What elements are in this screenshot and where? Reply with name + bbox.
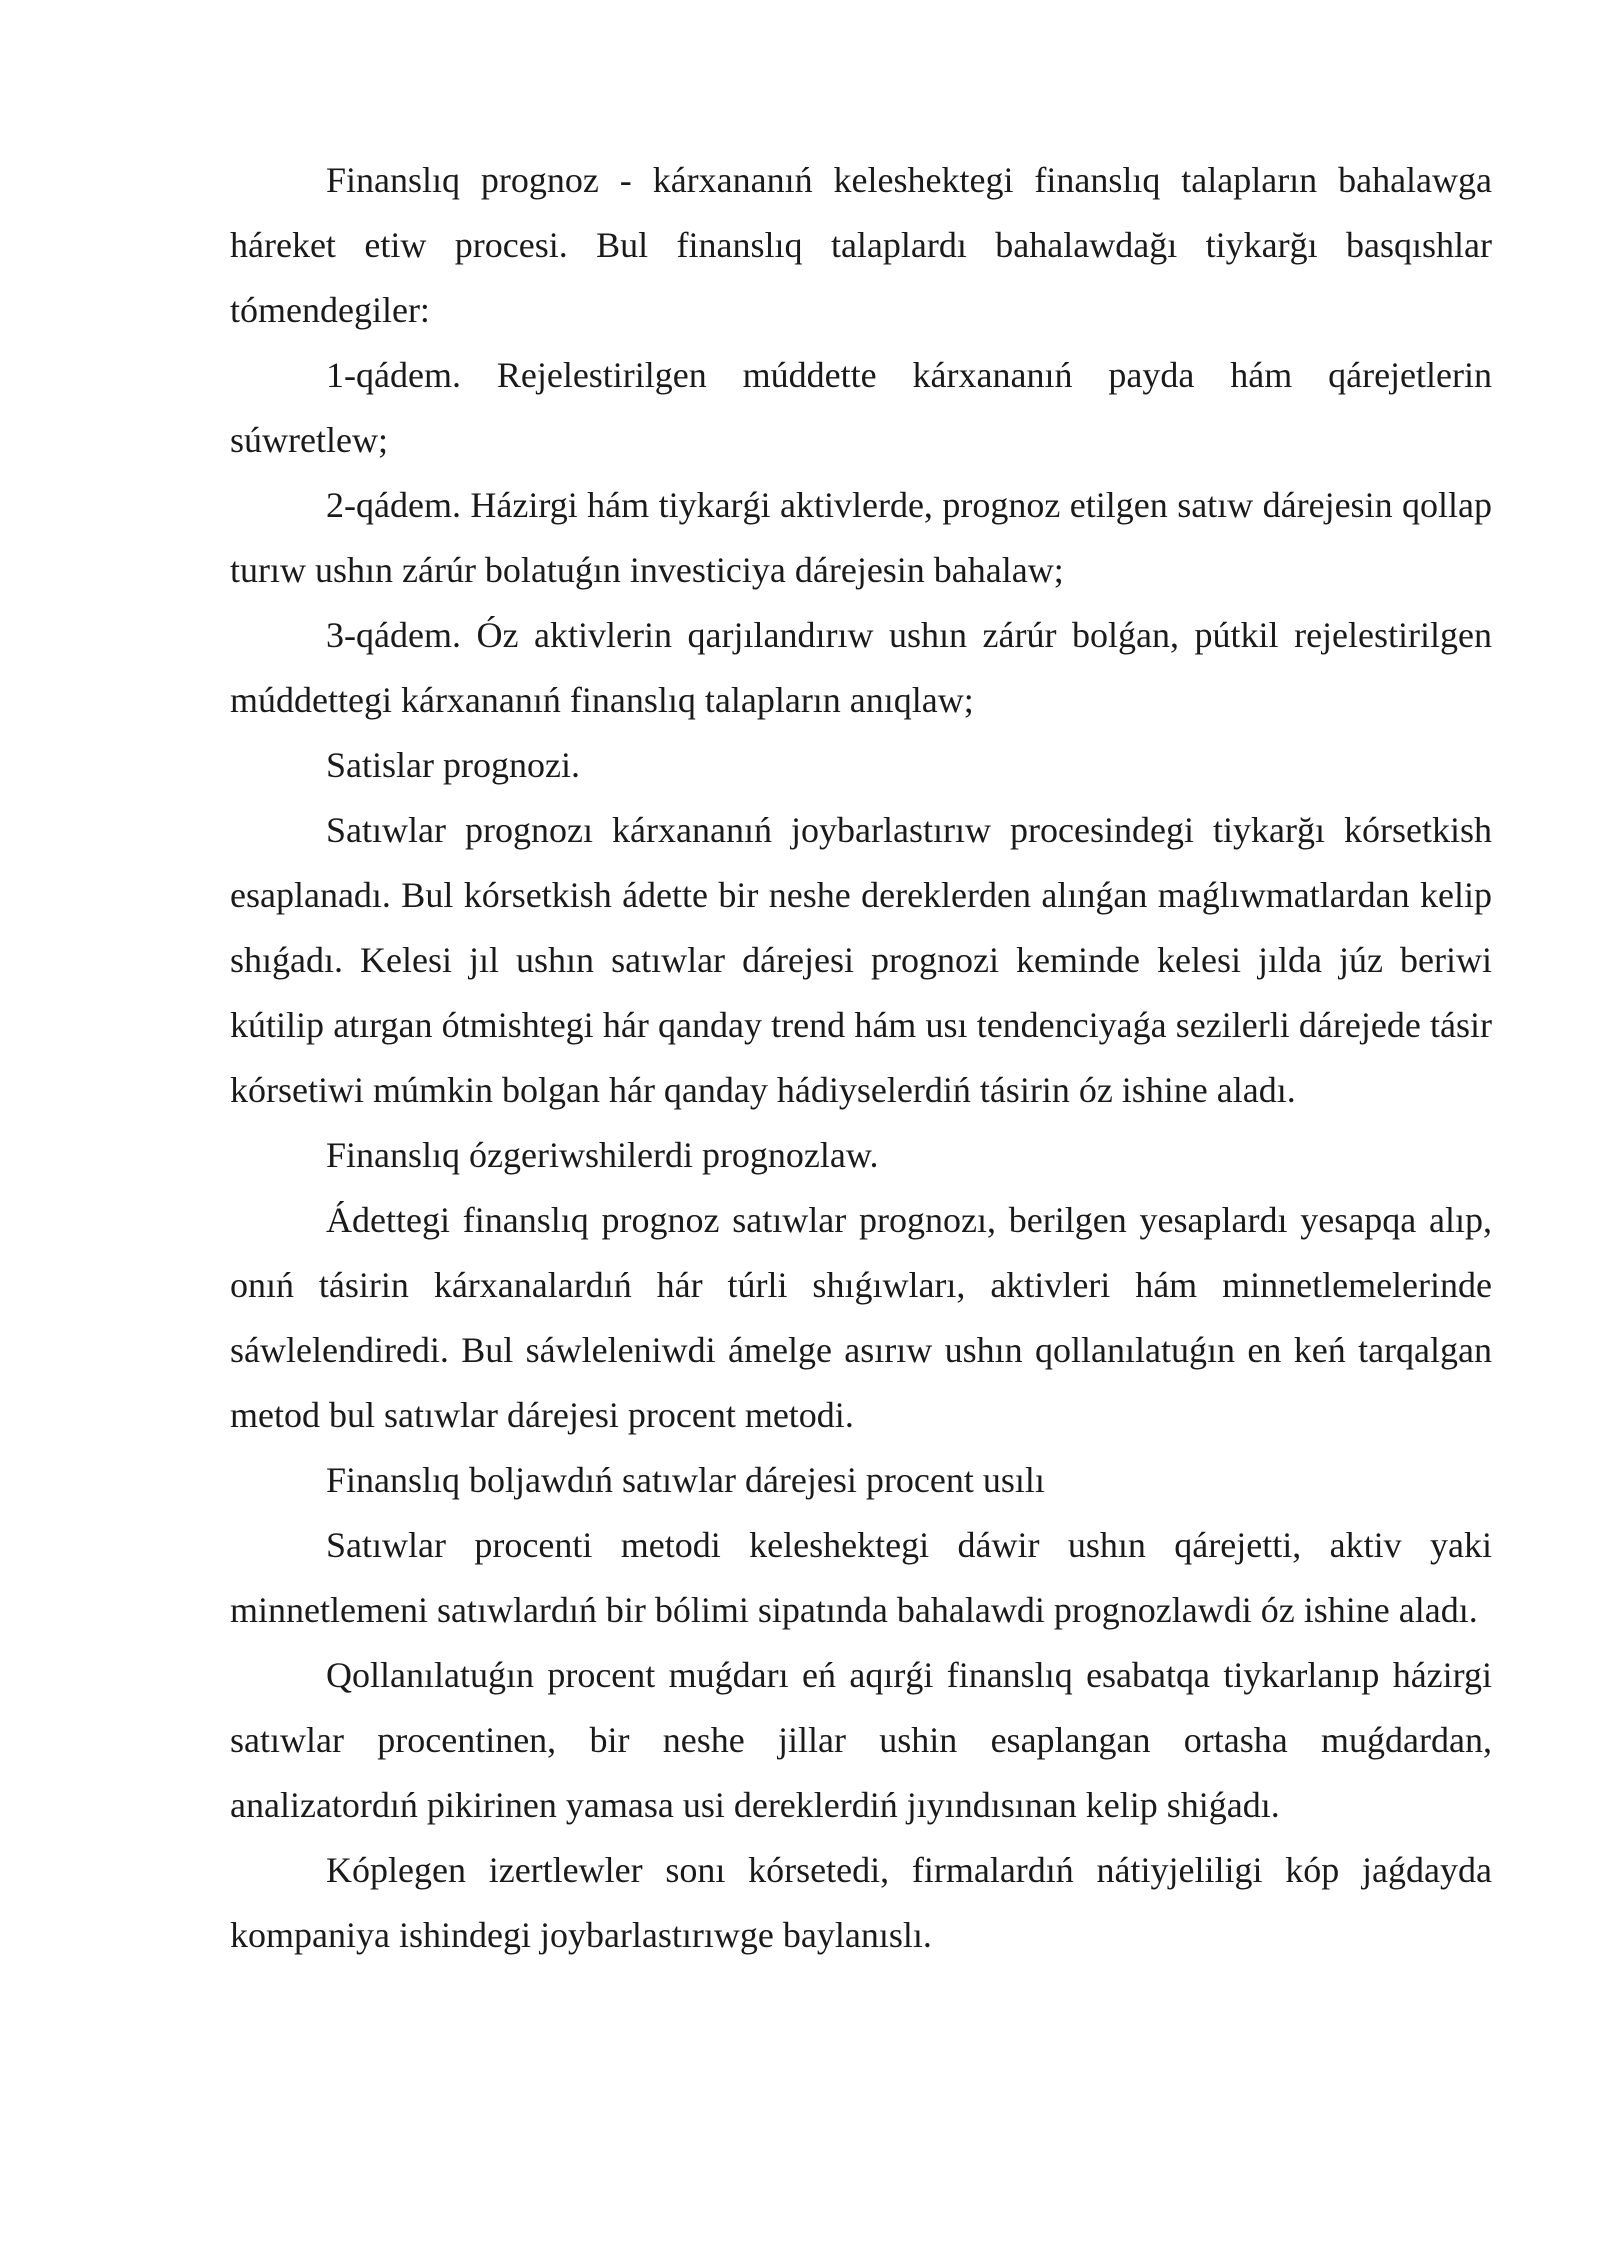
- paragraph-percent-amount: Qollanılatuǵın procent muǵdarı eń aqırǵi finanslıq esabatqa tiykarlanıp házirgi satıwlar procentinen, bir neshe jillar ushin esaplangan ortasha muǵdardan, analizatordıń pikirinen yamasa usi dereklerdiń jıyındısınan kelip shiǵadı.: [230, 1655, 1492, 1825]
- heading-percent-method: Finanslıq boljawdıń satıwlar dárejesi procent usılı: [326, 1460, 1045, 1500]
- paragraph-percent-method: Satıwlar procenti metodi keleshektegi dáwir ushın qárejetti, aktiv yaki minnetlemeni satıwlardıń bir bólimi sipatında bahalawdi prognozlawdi óz ishine aladı.: [230, 1525, 1492, 1630]
- paragraph-step-2: 2-qádem. Házirgi hám tiykarǵi aktivlerde, prognoz etilgen satıw dárejesin qollap turıw ushın zárúr bolatuǵın investiciya dárejesin bahalaw;: [230, 485, 1492, 590]
- document-page: [230, 148, 1492, 1968]
- paragraph-intro: Finanslıq prognoz - kárxananıń keleshektegi finanslıq talapların bahalawga háreket etiw procesi. Bul finanslıq talaplardı bahalawdağı tiykarğı basqıshlar tómendegiler:: [230, 160, 1492, 330]
- heading-sales-forecast: Satislar prognozi.: [326, 745, 580, 785]
- heading-financial-variables: Finanslıq ózgeriwshilerdi prognozlaw.: [326, 1135, 879, 1175]
- paragraph-financial-variables: Ádettegi finanslıq prognoz satıwlar prognozı, berilgen yesaplardı yesapqa alıp, onıń tásirin kárxanalardıń hár túrli shıǵıwları, aktivleri hám minnetlemelerinde sáwlelendiredi. Bul sáwleleniwdi ámelge asırıw ushın qollanılatuǵın en keń tarqalgan metod bul satıwlar dárejesi procent metodi.: [230, 1200, 1492, 1435]
- paragraph-research: Kóplegen izertlewler sonı kórsetedi, firmalardıń nátiyjeliligi kóp jaǵdayda kompaniya ishindegi joybarlastırıwge baylanıslı.: [230, 1850, 1492, 1955]
- paragraph-sales-forecast: Satıwlar prognozı kárxananıń joybarlastırıw procesindegi tiykarğı kórsetkish esaplanadı. Bul kórsetkish ádette bir neshe dereklerden alınǵan maǵlıwmatlardan kelip shıǵadı. Kelesi jıl ushın satıwlar dárejesi prognozi keminde kelesi jılda júz beriwi kútilip atırgan ótmishtegi hár qanday trend hám usı tendenciyaǵa sezilerli dárejede tásir kórsetiwi múmkin bolgan hár qanday hádiyselerdiń tásirin óz ishine aladı.: [230, 810, 1492, 1110]
- paragraph-step-1: 1-qádem. Rejelestirilgen múddette kárxananıń payda hám qárejetlerin súwretlew;: [230, 355, 1492, 460]
- paragraph-step-3: 3-qádem. Óz aktivlerin qarjılandırıw ushın zárúr bolǵan, pútkil rejelestirilgen múddettegi kárxananıń finanslıq talapların anıqlaw;: [230, 615, 1492, 720]
